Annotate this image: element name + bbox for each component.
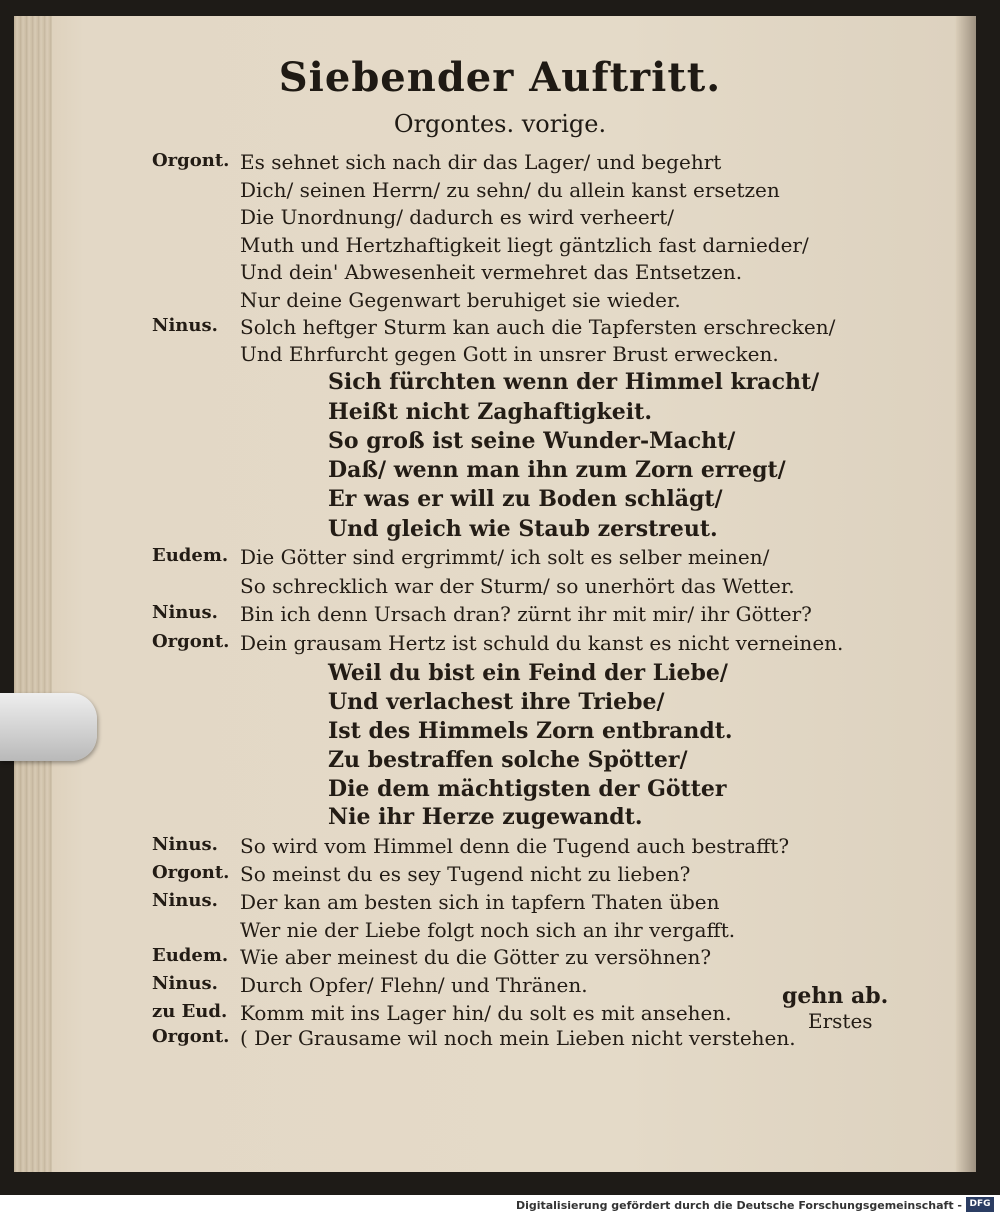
verse-line: Solch heftger Sturm kan auch die Tapfersten erschrecken/ <box>240 315 836 339</box>
speaker-label: Orgont. <box>152 631 230 652</box>
verse-line: Wie aber meinest du die Götter zu versöhnen? <box>240 945 712 969</box>
page-edge <box>956 16 976 1172</box>
aria-line: Zu bestraffen solche Spötter/ <box>328 747 688 773</box>
dfg-logo: DFG <box>966 1197 994 1212</box>
page-spine <box>14 16 52 1172</box>
aria-line: Nie ihr Herze zugewandt. <box>328 804 643 830</box>
scene-heading: Siebender Auftritt. <box>278 54 722 101</box>
verse-line: ( Der Grausame wil noch mein Lieben nicht verstehen. <box>240 1026 796 1050</box>
verse-line: Komm mit ins Lager hin/ du solt es mit ansehen. <box>240 1001 732 1025</box>
aria-line: Und gleich wie Staub zerstreut. <box>328 516 718 542</box>
verse-line: Dich/ seinen Herrn/ zu sehn/ du allein kanst ersetzen <box>240 178 780 202</box>
verse-line: So meinst du es sey Tugend nicht zu lieben? <box>240 862 691 886</box>
verse-line: So wird vom Himmel denn die Tugend auch bestrafft? <box>240 834 790 858</box>
aria-line: Und verlachest ihre Triebe/ <box>328 689 665 715</box>
verse-line: Wer nie der Liebe folgt noch sich an ihr vergafft. <box>240 918 736 942</box>
stage-direction: gehn ab. <box>782 983 889 1009</box>
scene-characters: Orgontes. vorige. <box>393 110 607 138</box>
aria-line: Er was er will zu Boden schlägt/ <box>328 486 723 512</box>
aria-line: Sich fürchten wenn der Himmel kracht/ <box>328 369 820 395</box>
speaker-label: Ninus. <box>152 890 218 911</box>
verse-line: Der kan am besten sich in tapfern Thaten üben <box>240 890 720 914</box>
speaker-label: Orgont. <box>152 862 230 883</box>
verse-line: Muth und Hertzhaftigkeit liegt gäntzlich fast darnieder/ <box>240 233 809 257</box>
aria-line: Ist des Himmels Zorn entbrandt. <box>328 718 733 744</box>
speaker-label: Ninus. <box>152 315 218 336</box>
aria-line: So groß ist seine Wunder-Macht/ <box>328 428 736 454</box>
verse-line: Die Unordnung/ dadurch es wird verheert/ <box>240 205 674 229</box>
speaker-label: Ninus. <box>152 973 218 994</box>
footer-credit: Digitalisierung gefördert durch die Deutsche Forschungsgemeinschaft - <box>515 1199 962 1212</box>
speaker-label: Orgont. <box>152 150 230 171</box>
verse-line: Durch Opfer/ Flehn/ und Thränen. <box>240 973 588 997</box>
catchword: Erstes <box>808 1009 873 1033</box>
speaker-label: Orgont. <box>152 1026 230 1047</box>
verse-line: Bin ich denn Ursach dran? zürnt ihr mit mir/ ihr Götter? <box>240 602 812 626</box>
speaker-label: Eudem. <box>152 945 229 966</box>
verse-line: Und dein' Abwesenheit vermehret das Entsetzen. <box>240 260 743 284</box>
speaker-label: Ninus. <box>152 602 218 623</box>
page-clip-strip <box>0 693 97 761</box>
speaker-label: Ninus. <box>152 834 218 855</box>
verse-line: Nur deine Gegenwart beruhiget sie wieder. <box>240 288 681 312</box>
aria-line: Die dem mächtigsten der Götter <box>328 776 727 802</box>
verse-line: Dein grausam Hertz ist schuld du kanst es nicht verneinen. <box>240 631 844 655</box>
verse-line: Und Ehrfurcht gegen Gott in unsrer Brust erwecken. <box>240 342 779 366</box>
verse-line: Die Götter sind ergrimmt/ ich solt es selber meinen/ <box>240 545 770 569</box>
verse-line: So schrecklich war der Sturm/ so unerhört das Wetter. <box>240 574 795 598</box>
speaker-label: Eudem. <box>152 545 229 566</box>
aria-line: Heißt nicht Zaghaftigkeit. <box>328 399 652 425</box>
verse-line: Es sehnet sich nach dir das Lager/ und begehrt <box>240 150 722 174</box>
aria-line: Weil du bist ein Feind der Liebe/ <box>328 660 728 686</box>
speaker-label: zu Eud. <box>152 1001 228 1022</box>
aria-line: Daß/ wenn man ihn zum Zorn erregt/ <box>328 457 786 483</box>
